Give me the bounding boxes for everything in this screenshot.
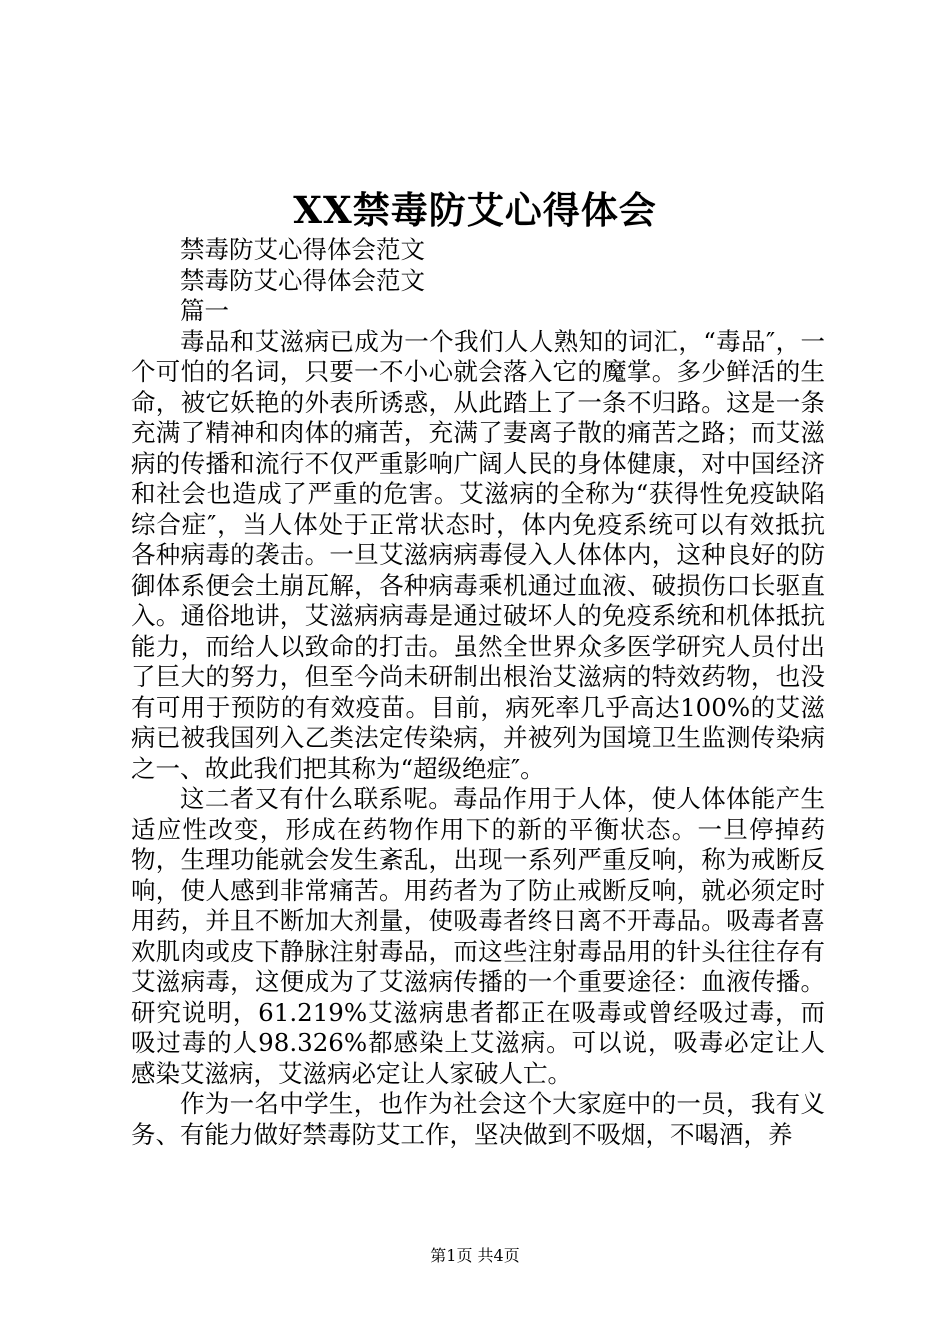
subtitle-line: 禁毒防艾心得体会范文 — [180, 235, 425, 264]
body-paragraph: 作为一名中学生，也作为社会这个大家庭中的一员，我有义务、有能力做好禁毒防艾工作，坚决做到不吸烟，不喝酒，养 — [131, 1089, 825, 1149]
body-paragraph: 毒品和艾滋病已成为一个我们人人熟知的词汇，“毒品″，一个可怕的名词，只要一不小心就会落入它的魔掌。多少鲜活的生命，被它妖艳的外表所诱惑，从此踏上了一条不归路。这是一条充满了精神和肉体的痛苦，充满了妻离子散的痛苦之路；而艾滋病的传播和流行不仅严重影响广阔人民的身体健康，对中国经济和社会也造成了严重的危害。艾滋病的全称为“获得性免疫缺陷综合症″，当人体处于正常状态时，体内免疫系统可以有效抵抗各种病毒的袭击。一旦艾滋病病毒侵入人体体内，这种良好的防御体系便会土崩瓦解，各种病毒乘机通过血液、破损伤口长驱直入。通俗地讲，艾滋病病毒是通过破坏人的免疫系统和机体抵抗能力，而给人以致命的打击。虽然全世界众多医学研究人员付出了巨大的努力，但至今尚未研制出根治艾滋病的特效药物，也没有可用于预防的有效疫苗。目前，病死率几乎高达100%的艾滋病已被我国列入乙类法定传染病，并被列为国境卫生监测传染病之一、故此我们把其称为“超级绝症″。 — [131, 326, 825, 783]
page-footer: 第1页 共4页 — [430, 1246, 520, 1265]
body-paragraph: 这二者又有什么联系呢。毒品作用于人体，使人体体能产生适应性改变，形成在药物作用下的新的平衡状态。一旦停掉药物，生理功能就会发生紊乱，出现一系列严重反响，称为戒断反响，使人感到非常痛苦。用药者为了防止戒断反响，就必须定时用药，并且不断加大剂量，使吸毒者终日离不开毒品。吸毒者喜欢肌肉或皮下静脉注射毒品，而这些注射毒品用的针头往往存有艾滋病毒，这便成为了艾滋病传播的一个重要途径：血液传播。研究说明，61.219%艾滋病患者都正在吸毒或曾经吸过毒，而吸过毒的人98.326%都感染上艾滋病。可以说，吸毒必定让人感染艾滋病，艾滋病必定让人家破人亡。 — [131, 784, 825, 1088]
document-body — [131, 235, 825, 1150]
document-title: XX禁毒防艾心得体会 — [293, 188, 657, 232]
section-label: 篇一 — [180, 296, 229, 325]
subtitle-line: 禁毒防艾心得体会范文 — [180, 265, 425, 295]
